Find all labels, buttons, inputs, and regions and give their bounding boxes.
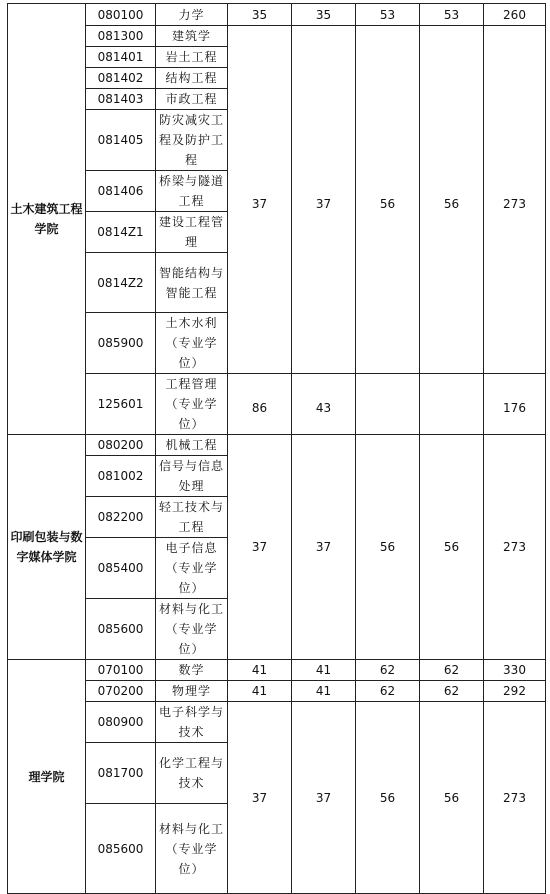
score-cell <box>292 374 356 435</box>
major-code: 0814Z1 <box>86 212 156 253</box>
major-name: 数学 <box>156 660 228 681</box>
score-cell <box>228 26 292 374</box>
score-cell: 41 <box>228 681 292 702</box>
major-code: 085600 <box>86 804 156 894</box>
major-name: 建设工程管理 <box>156 212 228 253</box>
score-cell: 56 <box>356 702 420 894</box>
major-name: 物理学 <box>156 681 228 702</box>
score-cell: 37 <box>292 702 356 894</box>
major-name: 土木水利（专业学位） <box>156 313 228 374</box>
major-code: 082200 <box>86 497 156 538</box>
major-code: 080100 <box>86 4 156 26</box>
score-value: 37 <box>251 196 268 211</box>
score-cell <box>292 26 356 374</box>
major-name: 防灾减灾工程及防护工程 <box>156 110 228 171</box>
score-cell: 56 <box>356 435 420 660</box>
major-name: 化学工程与技术 <box>156 743 228 804</box>
major-name: 轻工技术与工程 <box>156 497 228 538</box>
score-value: 43 <box>315 401 332 415</box>
major-name: 机械工程 <box>156 435 228 456</box>
college-cell: 土木建筑工程学院 <box>8 4 86 435</box>
score-cell: 35 <box>228 4 292 26</box>
score-cell: 62 <box>356 660 420 681</box>
score-cell <box>484 374 546 435</box>
score-cell: 56 <box>420 435 484 660</box>
major-code: 081401 <box>86 47 156 68</box>
score-cell: 41 <box>292 660 356 681</box>
table-row <box>8 435 546 456</box>
table-row <box>8 660 546 681</box>
major-code: 080900 <box>86 702 156 743</box>
major-name: 结构工程 <box>156 68 228 89</box>
major-name: 信号与信息处理 <box>156 456 228 497</box>
major-name: 市政工程 <box>156 89 228 110</box>
score-cell: 41 <box>228 660 292 681</box>
major-name: 岩土工程 <box>156 47 228 68</box>
major-code: 081402 <box>86 68 156 89</box>
score-cell: 260 <box>484 4 546 26</box>
table-row <box>8 4 546 26</box>
major-code: 081406 <box>86 171 156 212</box>
major-name: 电子科学与技术 <box>156 702 228 743</box>
major-code: 081002 <box>86 456 156 497</box>
score-cell <box>356 374 420 435</box>
major-name: 材料与化工（专业学位） <box>156 599 228 660</box>
score-value: 273 <box>503 196 526 211</box>
table-row <box>8 681 546 702</box>
score-cell: 37 <box>228 435 292 660</box>
score-value: 37 <box>315 196 332 211</box>
score-cell: 56 <box>420 702 484 894</box>
major-name: 智能结构与智能工程 <box>156 253 228 313</box>
score-cell: 292 <box>484 681 546 702</box>
table-row <box>8 374 546 435</box>
college-cell: 印刷包装与数字媒体学院 <box>8 435 86 660</box>
score-cell <box>228 374 292 435</box>
score-cell: 62 <box>420 660 484 681</box>
score-value: 56 <box>379 196 396 211</box>
major-name: 材料与化工（专业学位） <box>156 804 228 894</box>
score-cell <box>420 26 484 374</box>
table-row <box>8 702 546 743</box>
major-code: 081300 <box>86 26 156 47</box>
score-cell: 330 <box>484 660 546 681</box>
college-cell: 理学院 <box>8 660 86 894</box>
major-code: 080200 <box>86 435 156 456</box>
major-code: 081700 <box>86 743 156 804</box>
score-table <box>7 3 546 894</box>
score-value: 86 <box>251 401 268 415</box>
score-cell: 62 <box>420 681 484 702</box>
major-code: 0814Z2 <box>86 253 156 313</box>
major-code: 085600 <box>86 599 156 660</box>
major-code: 081405 <box>86 110 156 171</box>
major-name: 建筑学 <box>156 26 228 47</box>
score-cell: 62 <box>356 681 420 702</box>
major-code: 085400 <box>86 538 156 599</box>
table-row <box>8 26 546 47</box>
major-name: 力学 <box>156 4 228 26</box>
score-value: 176 <box>503 401 526 415</box>
major-code: 070200 <box>86 681 156 702</box>
score-cell: 273 <box>484 702 546 894</box>
score-cell <box>420 374 484 435</box>
score-cell: 37 <box>228 702 292 894</box>
score-cell <box>356 26 420 374</box>
major-name: 桥梁与隧道工程 <box>156 171 228 212</box>
major-code: 085900 <box>86 313 156 374</box>
score-cell: 37 <box>292 435 356 660</box>
score-cell: 41 <box>292 681 356 702</box>
major-name: 电子信息（专业学位） <box>156 538 228 599</box>
score-cell: 273 <box>484 435 546 660</box>
major-code: 081403 <box>86 89 156 110</box>
major-name: 工程管理（专业学位） <box>156 374 228 435</box>
score-cell: 53 <box>356 4 420 26</box>
score-cell: 35 <box>292 4 356 26</box>
major-code: 125601 <box>86 374 156 435</box>
score-value: 56 <box>443 196 460 211</box>
major-code: 070100 <box>86 660 156 681</box>
score-cell <box>484 26 546 374</box>
score-cell: 53 <box>420 4 484 26</box>
